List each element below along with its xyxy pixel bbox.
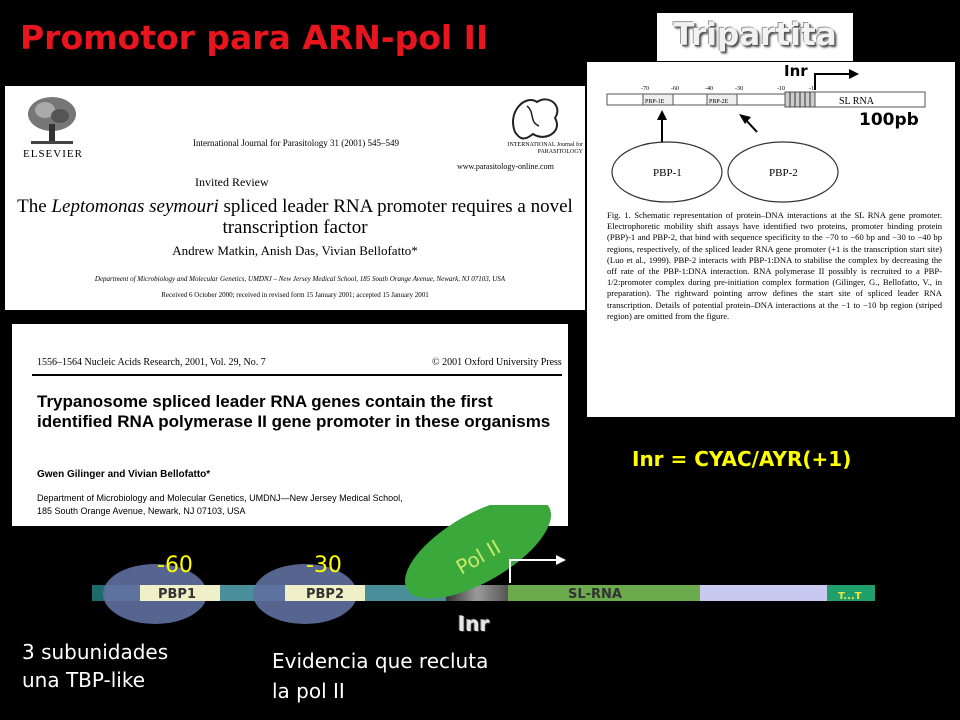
paper-2-header-image	[12, 324, 568, 526]
paper-1-authors: Andrew Matkin, Anish Das, Vivian Bellofatto*	[172, 243, 418, 258]
paper-2-authors: Gwen Gilinger and Vivian Bellofatto*	[37, 469, 211, 480]
position-label: -40	[705, 86, 713, 92]
box-pbp1e-label: PBP-1E	[645, 99, 665, 105]
paper-1-url: www.parasitology-online.com	[457, 162, 554, 171]
parasitology-journal-name: INTERNATIONAL Journal for PARASITOLOGY	[507, 142, 583, 155]
arrow-head-icon	[849, 69, 859, 79]
figure-caption: Fig. 1. Schematic representation of protein–DNA interactions at the SL RNA gene promoter. Electrophoretic mobility shift assays have identified two proteins, promoter binding protein (PBP)-1 and PBP-2, that bind with sequence specificity to the −70 to −60 bp and −30 to −40 bp regions, respectively, of the spliced leader RNA gene promoter (+1 is the transcription start site) (Luo et al., 1999). PBP-2 interacts with PBP-1:DNA to stabilise the complex by decreasing the off rate of the PBP-1:DNA interaction. RNA polymerase II possibly is recruited to a PBP-1/2:promoter complex during pre-initiation complex formation (Gilinger, G., Bellofatto, V., in preparation). The rightward pointing arrow defines the start site of spliced leader RNA transcription. Details of potential protein–DNA interactions at the −1 to −10 bp region (striped region) are omitted from the figure.	[607, 210, 942, 321]
position-label: -30	[735, 86, 743, 92]
promoter-figure-image	[587, 62, 955, 417]
striped-region	[785, 92, 815, 107]
up-arrow-icon	[657, 110, 667, 120]
position-label: -70	[641, 86, 649, 92]
parasitology-society-logo-icon	[505, 92, 565, 144]
inr-consensus-equation: Inr = CYAC/AYR(+1)	[632, 447, 852, 471]
paper-2-copyright: © 2001 Oxford University Press	[432, 357, 562, 368]
transcription-start-arrow	[510, 560, 558, 583]
paper-1-header-image	[5, 86, 585, 310]
paper-2-title: Trypanosome spliced leader RNA genes contain the first identified RNA polymerase II gene promoter in these organisms	[37, 392, 551, 431]
sl-rna-label: SL-RNA	[568, 587, 622, 602]
inr-start-arrow	[815, 74, 849, 90]
paper-2-divider	[32, 374, 562, 378]
box-pbp2e-label: PBP-2E	[709, 99, 729, 105]
promoter-diagram	[0, 505, 960, 625]
paper-2-affiliation: Department of Microbiology and Molecular Genetics, UMDNJ—New Jersey Medical School, 185 South Orange Avenue, Newark, NJ 07103, USA	[37, 493, 403, 516]
paper-1-affiliation: Department of Microbiology and Molecular Genetics, UMDNJ – New Jersey Medical School, 185 South Orange Avenue, Newark, NJ 07103, USA	[94, 275, 506, 283]
subunits-note: 3 subunidades una TBP-like	[22, 640, 169, 692]
sl-rna-figure-label: SL RNA	[839, 96, 874, 107]
terminator-label: T...T	[838, 591, 862, 602]
tripartita-label: Tripartita	[673, 17, 837, 53]
paper-1-title: The Leptomonas seymouri spliced leader RNA promoter requires a novel transcription factor	[17, 196, 573, 238]
tripartita-label-box	[657, 13, 853, 61]
promoter-schematic-diagram	[587, 62, 955, 207]
position-label: -1	[809, 86, 814, 92]
pbp2-figure-label: PBP-2	[769, 167, 798, 179]
transcript-segment	[700, 585, 827, 601]
inr-figure-label: Inr	[784, 62, 808, 80]
pbp1-figure-label: PBP-1	[653, 167, 682, 179]
arrow-head-icon	[556, 555, 566, 565]
inr-label: Inr	[458, 612, 490, 636]
elsevier-wordmark: ELSEVIER	[23, 148, 83, 160]
paper-2-journal: 1556–1564 Nucleic Acids Research, 2001, Vol. 29, No. 7	[37, 357, 266, 368]
size-100pb-label: 100pb	[859, 110, 919, 130]
elsevier-tree-logo-icon	[23, 94, 81, 146]
evidence-note: Evidencia que recluta la pol II	[272, 649, 489, 703]
paper-1-section: Invited Review	[195, 175, 269, 189]
position-label: -60	[671, 86, 679, 92]
pbp2-label: PBP2	[306, 587, 345, 602]
paper-1-received: Received 6 October 2000; received in revised form 15 January 2001; accepted 15 January 2001	[161, 291, 429, 299]
position-minus-30: -30	[306, 553, 342, 578]
position-minus-60: -60	[157, 553, 193, 578]
slide-title: Promotor para ARN-pol II	[20, 18, 489, 57]
position-label: -10	[777, 86, 785, 92]
pol2-label: Pol II	[451, 534, 505, 580]
pbp1-label: PBP1	[158, 587, 197, 602]
paper-1-journal: International Journal for Parasitology 31 (2001) 545–549	[193, 138, 399, 148]
